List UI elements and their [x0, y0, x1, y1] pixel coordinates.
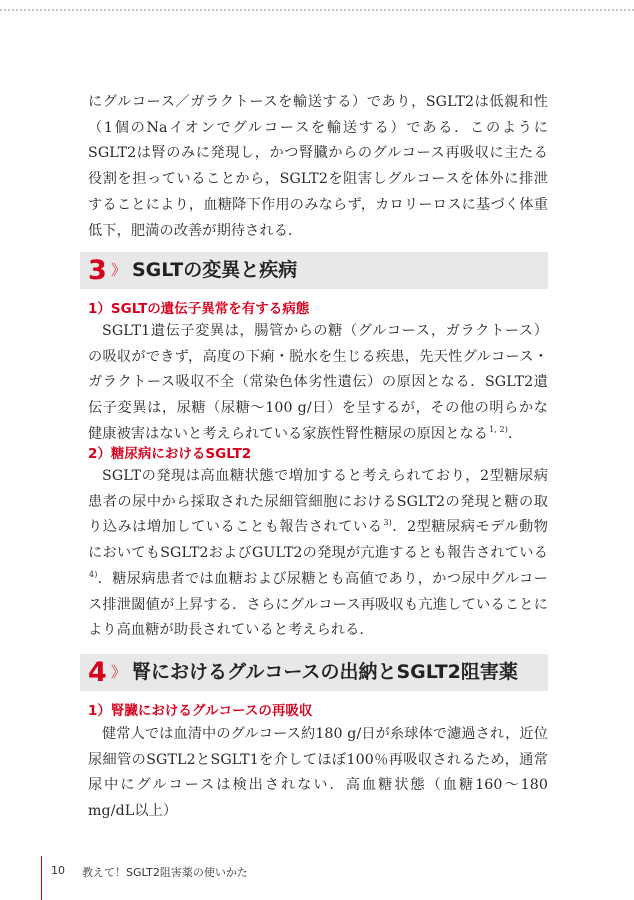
section-4-sub-1-heading: 1）腎臓におけるグルコースの再吸収 — [88, 703, 313, 719]
section-3-sub-1-heading: 1）SGLTの遺伝子異常を有する病態 — [88, 301, 310, 317]
section-4-sub-1-text: 健常人では血清中のグルコース約180 g/日が糸球体で濾過され，近位尿細管のSGTL2とSGLT1を介してほぼ100％再吸収されるため，通常尿中にグルコースは検出されない．高血糖状態（血糖160～180 mg/dL以上） — [88, 726, 548, 820]
citation-ref: 1, 2) — [489, 424, 508, 434]
sentence-end: ． — [507, 425, 523, 442]
section-4-title: 腎におけるグルコースの出納とSGLT2阻害薬 — [132, 661, 518, 683]
chevron-right-icon: 》 — [111, 663, 125, 681]
section-3-title: SGLTの変異と疾病 — [132, 259, 298, 281]
section-4-sub-1-paragraph — [88, 722, 548, 825]
top-dotted-rule — [0, 9, 634, 11]
section-3-sub-2-text-b: ．2型糖尿病モデル動物においてもSGLT2およびGULT2の発現が亢進するとも報告されている — [88, 519, 548, 562]
intro-paragraph — [88, 90, 548, 244]
chevron-right-icon: 》 — [111, 261, 125, 279]
section-3-number: 3 — [88, 255, 107, 286]
section-3-heading — [80, 252, 548, 289]
running-title: 教えて！SGLT2阻害薬の使いかた — [82, 866, 248, 879]
footer-red-rule — [41, 856, 42, 900]
page-number: 10 — [51, 864, 65, 877]
citation-ref: 4) — [89, 569, 98, 579]
section-3-sub-2-paragraph — [88, 464, 548, 644]
section-3-sub-1-text: SGLT1遺伝子変異は，腸管からの糖（グルコース，ガラクトース）の吸収ができず，高度の下痢・脱水を生じる疾患，先天性グルコース・ガラクトース吸収不全（常染色体劣性遺伝）の原因となる．SGLT2遺伝子変異は，尿糖（尿糖～100 g/日）を呈するが，その他の明らかな健康被害はないと考えられている家族性腎性糖尿の原因となる — [88, 323, 548, 442]
section-4-number: 4 — [88, 657, 107, 688]
section-3-sub-2-text-c: ．糖尿病患者では血糖および尿糖とも高値であり，かつ尿中グルコース排泄閾値が上昇する．さらにグルコース再吸収も亢進していることにより高血糖が助長されていると考えられる． — [88, 570, 548, 639]
intro-text: にグルコース／ガラクトースを輸送する）であり，SGLT2は低親和性（1個のNaイオンでグルコースを輸送する）である．このようにSGLT2は腎のみに発現し，かつ腎臓からのグルコース再吸収に主たる役割を担っていることから，SGLT2を阻害しグルコースを体外に排泄することにより，血糖降下作用のみならず，カロリーロスに基づく体重低下，肥満の改善が期待される． — [88, 94, 548, 239]
section-3-sub-2-heading: 2）糖尿病におけるSGLT2 — [88, 446, 252, 462]
section-4-heading — [80, 654, 548, 691]
citation-ref: 3) — [383, 518, 392, 528]
section-3-sub-1-paragraph — [88, 319, 548, 448]
section-3-sub-2-text-a: SGLTの発現は高血糖状態で増加すると考えられており，2型糖尿病患者の尿中から採取された尿細管細胞におけるSGLT2の発現と糖の取り込みは増加していることも報告されている — [88, 468, 548, 536]
